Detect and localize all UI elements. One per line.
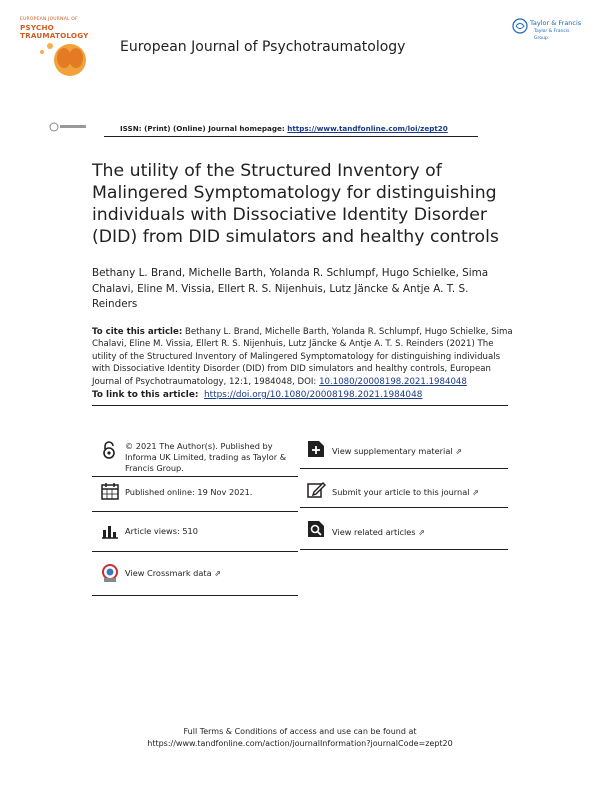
cover-title-line2: PSYCHO [20,23,54,32]
footer [0,726,600,749]
related-icon[interactable] [306,519,326,543]
edit-icon[interactable] [306,480,326,504]
link-label: To link to this article: [92,390,199,400]
related-link[interactable] [332,527,425,538]
tf-logo-text: Taylor & Francis [530,19,582,27]
header-divider [104,136,478,137]
cover-title-line1: EUROPEAN JOURNAL OF [20,17,78,22]
published-date: Published online: 19 Nov 2021. [125,487,253,497]
right-divider-2 [300,507,508,508]
footer-line2[interactable]: https://www.tandfonline.com/action/journalInformation?journalCode=zept20 [147,738,453,748]
left-divider-4 [92,595,298,596]
link-line [92,390,422,400]
left-divider-1 [92,476,298,477]
crossmark-label[interactable]: View Crossmark data [125,568,212,578]
cover-brain-icon [20,40,98,80]
journal-homepage-link[interactable]: https://www.tandfonline.com/loi/zept20 [287,124,448,133]
submit-label[interactable]: Submit your article to this journal [332,487,470,497]
external-link-icon: ⇗ [472,488,479,497]
open-access-icon [100,440,120,464]
tf-logo-subtext: Taylor & Francis Group [534,29,570,41]
footer-line1: Full Terms & Conditions of access and use can be found at [183,727,417,736]
cover-logo [48,118,88,130]
article-authors: Bethany L. Brand, Michelle Barth, Yolanda R. Schlumpf, Hugo Schielke, Sima Chalavi, Eline M. Vissia, Ellert R. S. Nijenhuis, Lutz Jäncke & Antje A. T. S. Reinders [92,267,489,310]
supplementary-link[interactable] [332,446,462,457]
doi-link[interactable]: https://doi.org/10.1080/20008198.2021.1984048 [204,390,423,400]
submit-link[interactable] [332,487,479,498]
article-views: Article views: 510 [125,526,198,536]
left-divider-3 [92,551,298,552]
license-text: © 2021 The Author(s). Published by Informa UK Limited, trading as Taylor & Francis Group. [125,441,287,473]
left-divider-2 [92,511,298,512]
external-link-icon: ⇗ [214,569,221,578]
cite-doi-link[interactable]: 10.1080/20008198.2021.1984048 [319,376,467,387]
article-title: The utility of the Structured Inventory of Malingered Symptomatology for distinguishing individuals with Dissociative Identity Disorder (DID) from DID simulators and healthy controls [92,161,499,247]
external-link-icon: ⇗ [418,528,425,537]
citation-block [92,326,518,388]
journal-cover [20,16,98,80]
cover-title-line3: TRAUMATOLOGY [20,31,89,40]
right-divider-1 [300,468,508,469]
supplementary-icon[interactable] [306,439,326,463]
external-link-icon: ⇗ [455,447,462,456]
publisher-logo [510,13,582,41]
calendar-icon [100,481,120,505]
cite-label: To cite this article: [92,327,183,337]
journal-name[interactable]: European Journal of Psychotraumatology [120,39,406,55]
crossmark-icon[interactable] [100,563,120,587]
tf-logo-icon [512,18,528,34]
cite-text: Bethany L. Brand, Michelle Barth, Yolanda R. Schlumpf, Hugo Schielke, Sima Chalavi, Eline M. Vissia, Ellert R. S. Nijenhuis, Lutz Jäncke & Antje A. T. S. Reinders (2021) The utility of the Structured Inventory of Malingered Symptomatology for distinguishing individuals with Dissociative Identity Disorder (DID) from DID simulators and healthy controls, European Journal of Psychotraumatology, 12:1, 1984048, DOI: [92,327,513,387]
related-label[interactable]: View related articles [332,527,416,537]
right-divider-3 [300,549,508,550]
crossmark-link[interactable] [125,568,221,579]
chart-icon [100,520,120,544]
issn-line [120,124,448,133]
info-divider [92,405,508,406]
issn-label: ISSN: (Print) (Online) Journal homepage: [120,124,285,133]
supplementary-label[interactable]: View supplementary material [332,446,453,456]
